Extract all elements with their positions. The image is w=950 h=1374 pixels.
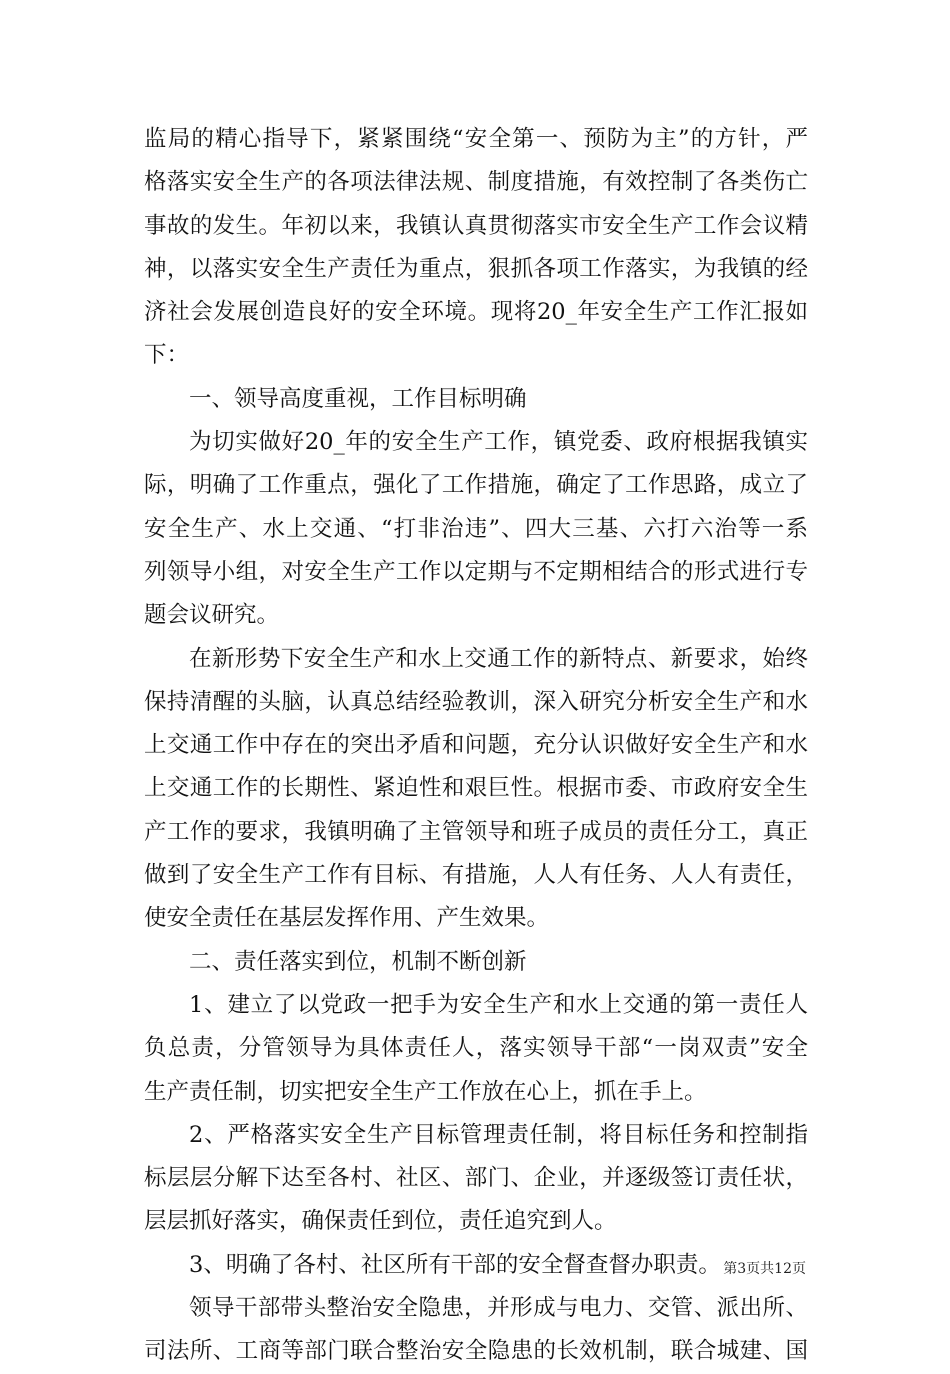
text-line: 列领导小组，对安全生产工作以定期与不定期相结合的形式进行专: [144, 558, 808, 585]
text-line: 负总责，分管领导为具体责任人，落实领导干部“一岗双责”安全: [144, 1035, 808, 1062]
text-line: 上交通工作中存在的突出矛盾和问题，充分认识做好安全生产和水: [144, 732, 808, 759]
text-line: 上交通工作的长期性、紧迫性和艰巨性。根据市委、市政府安全生: [144, 775, 808, 802]
text-line: 保持清醒的头脑，认真总结经验教训，深入研究分析安全生产和水: [144, 688, 808, 715]
text-line: 司法所、工商等部门联合整治安全隐患的长效机制，联合城建、国: [144, 1338, 808, 1365]
document-body: [144, 118, 808, 1374]
text-line: 安全生产、水上交通、“打非治违”、四大三基、六打六治等一系: [144, 515, 808, 542]
page-number: 第3页共12页: [723, 1261, 806, 1277]
text-line: 题会议研究。: [144, 602, 280, 629]
text-line: 使安全责任在基层发挥作用、产生效果。: [144, 905, 550, 932]
text-line: 格落实安全生产的各项法律法规、制度措施，有效控制了各类伤亡: [144, 169, 808, 196]
text-line: 二、责任落实到位，机制不断创新: [189, 948, 527, 975]
text-line: 为切实做好20_年的安全生产工作，镇党委、政府根据我镇实: [189, 429, 808, 456]
text-line: 领导干部带头整治安全隐患，并形成与电力、交管、派出所、: [189, 1295, 808, 1322]
text-line: 事故的发生。年初以来，我镇认真贯彻落实市安全生产工作会议精: [144, 212, 808, 239]
text-line: 生产责任制，切实把安全生产工作放在心上，抓在手上。: [144, 1078, 707, 1105]
text-line: 在新形势下安全生产和水上交通工作的新特点、新要求，始终: [189, 645, 808, 672]
text-line: 3、明确了各村、社区所有干部的安全督查督办职责。: [189, 1251, 721, 1278]
text-line: 标层层分解下达至各村、社区、部门、企业，并逐级签订责任状，: [144, 1165, 808, 1192]
text-line: 2、严格落实安全生产目标管理责任制，将目标任务和控制指: [189, 1121, 808, 1148]
text-line: 监局的精心指导下，紧紧围绕“安全第一、预防为主”的方针，严: [144, 126, 808, 152]
text-line: 一、领导高度重视，工作目标明确: [189, 385, 527, 412]
text-line: 际，明确了工作重点，强化了工作措施，确定了工作思路，成立了: [144, 472, 808, 499]
text-line: 下：: [144, 342, 190, 369]
text-line: 层层抓好落实，确保责任到位，责任追究到人。: [144, 1208, 617, 1235]
text-line: 济社会发展创造良好的安全环境。现将20_年安全生产工作汇报如: [144, 299, 808, 326]
text-line: 做到了安全生产工作有目标、有措施，人人有任务、人人有责任，: [144, 862, 808, 889]
text-line: 产工作的要求，我镇明确了主管领导和班子成员的责任分工，真正: [144, 818, 808, 845]
text-line: 1、建立了以党政一把手为安全生产和水上交通的第一责任人: [189, 991, 808, 1018]
text-line: 神，以落实安全生产责任为重点，狠抓各项工作落实，为我镇的经: [144, 255, 808, 282]
